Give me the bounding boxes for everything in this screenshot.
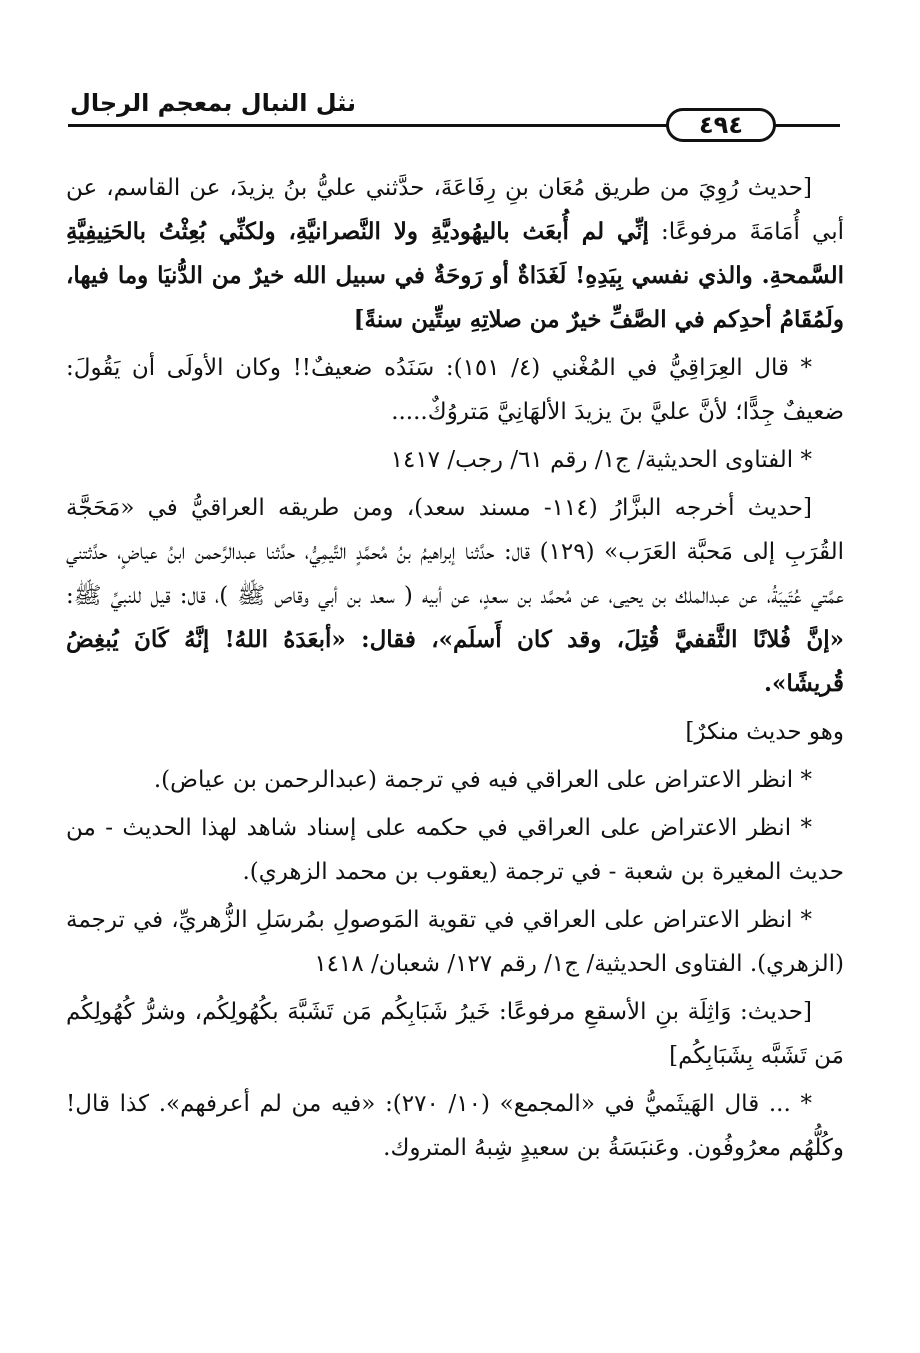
hadith-matn: «إنَّ فُلانًا الثَّقفيَّ قُتِلَ، وقد كان أَسلَم»، فقال: «أبعَدَهُ اللهُ! إنَّهُ كَانَ يُبغِضُ قُريشًا». xyxy=(66,626,844,697)
hadith-matn: إنِّي لم أُبعَث باليهُوديَّةِ ولا النَّصرانيَّةِ، ولكنِّي بُعِثْتُ بالحَنِيفِيَّةِ السَّمحةِ. والذي نفسي بِيَدِهِ! لَغَدَاةٌ أو رَوحَةٌ في سبيل الله خيرٌ من الدُّنيَا وما فيها، ولَمُقَامُ أحدِكم في الصَّفِّ خيرٌ من صلاتِهِ سِتِّين سنةً] xyxy=(66,218,844,333)
paragraph-text: * انظر الاعتراض على العراقي في حكمه على إسناد شاهد لهذا الحديث - من حديث المغيرة بن شعبة - في ترجمة (يعقوب بن محمد الزهري). xyxy=(66,815,844,885)
hadith-paragraph xyxy=(66,166,844,342)
paragraph-text: * الفتاوى الحديثية/ ج١/ رقم ٦١/ رجب/ ١٤١٧ xyxy=(390,447,812,473)
source-citation xyxy=(66,438,844,482)
cross-reference xyxy=(66,898,844,986)
paragraph-text: * انظر الاعتراض على العراقي فيه في ترجمة (عبدالرحمن بن عياض). xyxy=(153,767,812,793)
cross-reference xyxy=(66,758,844,802)
page-number: ٤٩٤ xyxy=(666,108,776,142)
commentary-paragraph xyxy=(66,1082,844,1170)
paragraph-text: [حديث أخرجه البزَّارُ (١١٤- مسند سعد)، ومن طريقه العراقيُّ في «مَحَجَّة القُرَبِ إلى مَحبَّة العَرَب» (١٢٩) قال: حدَّثنا إبراهيمُ بنُ مُحمَّدٍ التَّيمِيُّ، حدَّثنا عبدالرَّحمن ابنُ عياضٍ، حدَّثتني عمَّتي عُتَيبَةُ، عن عبدالملك بن يحيى، عن مُحمَّد بن سعدٍ، عن أبيه ( سعد بن أبي وقاص ﷺ )، قال: قيل للنبيِّ ﷺ: xyxy=(66,495,844,609)
commentary-paragraph xyxy=(66,346,844,434)
paragraph-text: * ... قال الهَيثَميُّ في «المجمع» (١٠/ ٢٧٠): «فيه من لم أعرفهم». كذا قال! وكُلُّهُم معرُوفُون. وعَنبَسَةُ بن سعيدٍ شِبهُ المتروك. xyxy=(66,1091,844,1161)
paragraph-text: * انظر الاعتراض على العراقي في تقوية المَوصولِ بمُرسَلِ الزُّهريِّ، في ترجمة (الزهري). الفتاوى الحديثية/ ج١/ رقم ١٢٧/ شعبان/ ١٤١٨ xyxy=(66,907,844,977)
paragraph-text: وهو حديث منكرٌ] xyxy=(685,719,844,745)
cross-reference xyxy=(66,806,844,894)
verdict-line xyxy=(66,710,844,754)
paragraph-text: * قال العِرَاقِيُّ في المُغْني (٤/ ١٥١): سَنَدُه ضعيفٌ!! وكان الأولَى أن يَقُولَ: ضعيفٌ جِدًّا؛ لأنَّ عليَّ بنَ يزيدَ الألهَانِيَّ مَتروُكٌ..... xyxy=(66,355,844,425)
body-text xyxy=(66,166,844,1174)
paragraph-text: [حديث: وَاثِلَة بنِ الأسقعِ مرفوعًا: خَيرُ شَبَابِكُم مَن تَشَبَّهَ بكُهُولِكُم، وشرُّ كُهُولِكُم مَن تَشَبَّه بِشَبَابِكُم] xyxy=(66,999,844,1069)
running-title: نثل النبال بمعجم الرجال xyxy=(70,89,357,117)
hadith-paragraph xyxy=(66,486,844,706)
paragraph-text: [حديث رُوِيَ من طريق مُعَان بنِ رِفَاعَةَ، حدَّثني عليُّ بنُ يزيدَ، عن القاسم، عن أبي أُمَامَةَ مرفوعًا: xyxy=(66,175,844,245)
hadith-paragraph xyxy=(66,990,844,1078)
